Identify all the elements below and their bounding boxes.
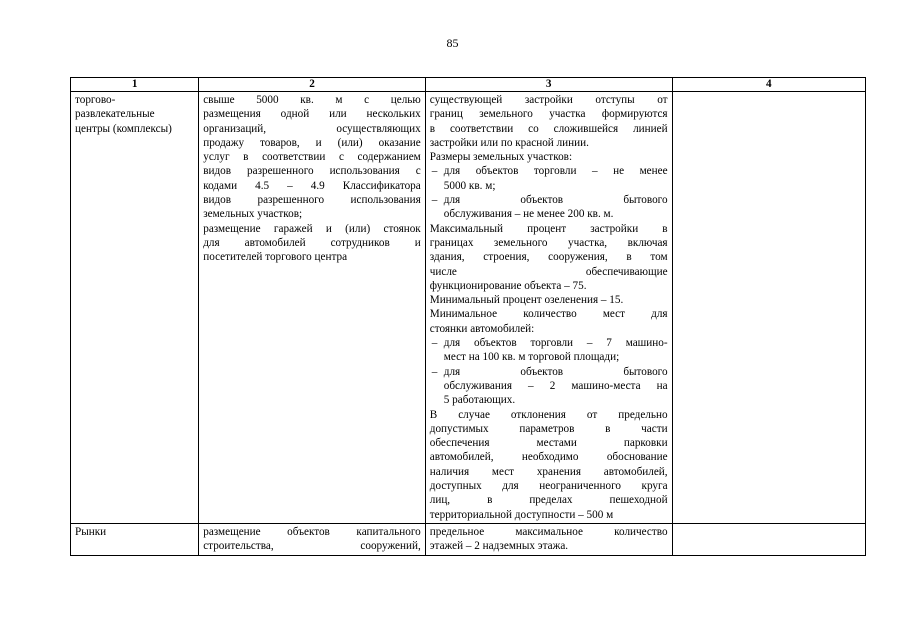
parking-title xyxy=(430,307,668,336)
text-line: границ земельного участка формируются xyxy=(429,108,668,121)
text-line: организаций, осуществляющих xyxy=(203,122,421,135)
text-line: обслуживания – не менее 200 кв. м. xyxy=(443,208,614,221)
text-line: лиц, в пределах пешеходной xyxy=(429,494,668,507)
text-line: свыше 5000 кв. м с целью xyxy=(203,94,421,106)
table-row xyxy=(71,523,866,555)
text-line: предельное максимальное количество xyxy=(429,525,668,538)
text-line: размещение гаражей и (или) стоянок xyxy=(203,222,421,235)
text-line: – для объектов бытового xyxy=(443,365,668,378)
text-line: посетителей торгового центра xyxy=(203,251,348,264)
text-line: мест на 100 кв. м торговой площади; xyxy=(443,351,620,364)
column-header-2: 2 xyxy=(199,78,426,92)
cell-notes xyxy=(672,92,865,524)
deviation-text xyxy=(430,408,668,522)
column-header-3: 3 xyxy=(425,78,672,92)
text-line: – для объектов торговли – не менее xyxy=(443,165,668,178)
cell-use-name: Рынки xyxy=(71,523,199,555)
text-line: размещения одной или нескольких xyxy=(203,108,421,121)
text-line: границах земельного участка, включая xyxy=(429,236,668,249)
table-row xyxy=(71,92,866,524)
text-line: территориальной доступности – 500 м xyxy=(429,508,614,521)
text-line: видов разрешенного использования с xyxy=(203,165,421,178)
parking-list xyxy=(430,336,668,407)
text-line: в соответствии со сложившейся линией xyxy=(429,122,668,135)
text-line: 5000 кв. м; xyxy=(443,179,496,192)
text-line: существующей застройки отступы от xyxy=(429,94,668,106)
text-line: стоянки автомобилей: xyxy=(429,322,535,335)
column-header-1: 1 xyxy=(71,78,199,92)
text-line: наличия мест хранения автомобилей, xyxy=(429,465,668,478)
text-line: Максимальный процент застройки в xyxy=(429,222,668,235)
text-line: видов разрешенного использования xyxy=(203,194,421,207)
column-header-4: 4 xyxy=(672,78,865,92)
text-line: – для объектов торговли – 7 машино- xyxy=(443,337,668,350)
regulations-table xyxy=(70,77,866,556)
cell-parameters xyxy=(425,523,672,555)
text-line: допустимых параметров в части xyxy=(429,422,668,435)
text-line: обеспечения местами парковки xyxy=(429,437,668,450)
parameters-intro xyxy=(430,93,668,150)
text-line: продажу товаров, и (или) оказание xyxy=(203,136,421,149)
cell-parameters xyxy=(425,92,672,524)
list-item xyxy=(430,365,668,408)
text-line: автомобилей, необходимо обоснование xyxy=(429,451,668,464)
cell-notes xyxy=(672,523,865,555)
text-line: земельных участков; xyxy=(203,208,303,221)
use-name-text: торгово- развлекательные центры (комплексы) xyxy=(75,94,172,135)
sizes-list xyxy=(430,164,668,221)
table-header-row xyxy=(71,78,866,92)
list-item xyxy=(430,336,668,365)
list-item xyxy=(430,193,668,222)
text-line: Минимальное количество мест для xyxy=(429,308,668,321)
text-line: услуг в соответствии с содержанием xyxy=(203,151,421,164)
text-line: – для объектов бытового xyxy=(443,194,668,207)
text-line: 5 работающих. xyxy=(443,394,516,407)
sizes-title: Размеры земельных участков: xyxy=(429,151,573,164)
text-line: строительства, сооружений, xyxy=(203,540,421,553)
text-line: доступных для неограниченного круга xyxy=(429,480,668,493)
description-text xyxy=(203,525,421,554)
text-line: застройки или по красной линии. xyxy=(429,136,589,149)
text-line: для автомобилей сотрудников и xyxy=(203,236,421,249)
text-line: кодами 4.5 – 4.9 Классификатора xyxy=(203,179,421,192)
build-percent-text xyxy=(430,222,668,293)
description-text xyxy=(203,93,421,265)
text-line: В случае отклонения от предельно xyxy=(429,408,668,421)
page-number: 85 xyxy=(446,36,459,50)
text-line: этажей – 2 надземных этажа. xyxy=(429,540,569,553)
parameters-text xyxy=(430,525,668,554)
green-percent-text: Минимальный процент озеленения – 15. xyxy=(429,294,624,307)
cell-use-name xyxy=(71,92,199,524)
text-line: числе обеспечивающие xyxy=(429,265,668,278)
text-line: размещение объектов капитального xyxy=(203,525,421,538)
cell-description xyxy=(199,523,426,555)
text-line: обслуживания – 2 машино-места на xyxy=(443,379,668,392)
list-item xyxy=(430,164,668,193)
text-line: здания, строения, сооружения, в том xyxy=(429,251,668,264)
cell-description xyxy=(199,92,426,524)
text-line: функционирование объекта – 75. xyxy=(429,279,587,292)
